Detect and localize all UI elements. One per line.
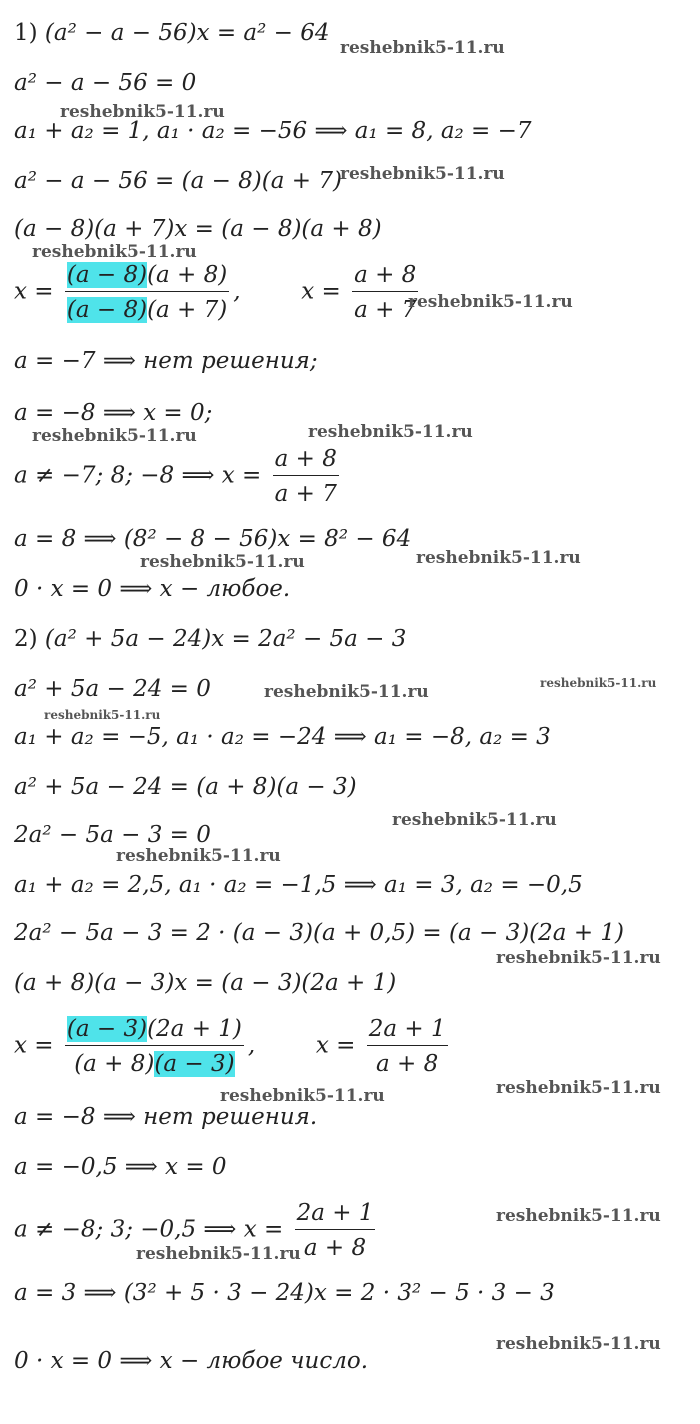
part1-case-3-fraction: $\frac{a + 8}{a + 7}$ [274, 446, 337, 507]
part2-equation: 2) (a² + 5a − 24)x = 2a² − 5a − 3 [14, 626, 407, 652]
part2-factorization: a² + 5a − 24 = (a + 8)(a − 3) [14, 774, 357, 800]
part2-fraction-2: $\frac{2a + 1}{a + 8}$ [368, 1016, 446, 1077]
part2-vieta: a₁ + a₂ = −5, a₁ · a₂ = −24 ⟹ a₁ = −8, a₂ = 3 [14, 724, 551, 750]
watermark: reshebnik5-11.ru [308, 422, 473, 442]
watermark: reshebnik5-11.ru [540, 676, 657, 690]
part1-vieta: a₁ + a₂ = 1, a₁ · a₂ = −56 ⟹ a₁ = 8, a₂ = −7 [14, 118, 532, 144]
part1-case-2: a = −8 ⟹ x = 0; [14, 400, 213, 426]
part2-case-4-result: 0 · x = 0 ⟹ x − любое число. [14, 1348, 369, 1374]
part1-quadratic: a² − a − 56 = 0 [14, 70, 197, 96]
watermark: reshebnik5-11.ru [32, 242, 197, 262]
part1-case-1: a = −7 ⟹ нет решения; [14, 348, 318, 374]
watermark: reshebnik5-11.ru [496, 1206, 661, 1226]
part1-case-4: a = 8 ⟹ (8² − 8 − 56)x = 8² − 64 [14, 526, 412, 552]
part1-equation: 1) (a² − a − 56)x = a² − 64 [14, 20, 330, 46]
cancel-highlight: (a − 8) [66, 297, 148, 323]
part2-factorization-2: 2a² − 5a − 3 = 2 · (a − 3)(a + 0,5) = (a − 3)(2a + 1) [14, 920, 625, 946]
part2-fraction-1: $\frac{(a - 3)(2a + 1)}{(a + 8)(a - 3)}$ [66, 1016, 242, 1077]
part1-case-4-result: 0 · x = 0 ⟹ x − любое. [14, 576, 291, 602]
part2-case-3-fraction: $\frac{2a + 1}{a + 8}$ [296, 1200, 374, 1261]
watermark: reshebnik5-11.ru [340, 38, 505, 58]
watermark: reshebnik5-11.ru [140, 552, 305, 572]
watermark: reshebnik5-11.ru [136, 1244, 301, 1264]
part1-fraction-2: $\frac{a + 8}{a + 7}$ [354, 262, 417, 323]
watermark: reshebnik5-11.ru [408, 292, 573, 312]
part2-vieta-2: a₁ + a₂ = 2,5, a₁ · a₂ = −1,5 ⟹ a₁ = 3, a₂ = −0,5 [14, 872, 583, 898]
part1-factorization: a² − a − 56 = (a − 8)(a + 7) [14, 168, 342, 194]
watermark: reshebnik5-11.ru [44, 708, 161, 722]
watermark: reshebnik5-11.ru [496, 1078, 661, 1098]
cancel-highlight: (a − 3) [66, 1016, 148, 1042]
watermark: reshebnik5-11.ru [32, 426, 197, 446]
part2-quadratic: a² + 5a − 24 = 0 [14, 676, 211, 702]
watermark: reshebnik5-11.ru [496, 948, 661, 968]
part2-case-2: a = −0,5 ⟹ x = 0 [14, 1154, 227, 1180]
part2-case-4: a = 3 ⟹ (3² + 5 · 3 − 24)x = 2 · 3² − 5 · 3 − 3 [14, 1280, 555, 1306]
part2-fraction-row: x = $\frac{(a - 3)(2a + 1)}{(a + 8)(a - 3)}$ , x = $\frac{2a + 1}{a + 8}$ [14, 1016, 446, 1077]
part2-case-3: a ≠ −8; 3; −0,5 ⟹ x = $\frac{2a + 1}{a + 8}$ [14, 1200, 374, 1261]
part1-fraction-row: x = $\frac{(a - 8)(a + 8)}{(a - 8)(a + 7)}$ , x = $\frac{a + 8}{a + 7}$ [14, 262, 417, 323]
watermark: reshebnik5-11.ru [264, 682, 429, 702]
part1-rewritten: (a − 8)(a + 7)x = (a − 8)(a + 8) [14, 216, 382, 242]
watermark: reshebnik5-11.ru [416, 548, 581, 568]
part1-fraction-1: $\frac{(a - 8)(a + 8)}{(a - 8)(a + 7)}$ [66, 262, 228, 323]
cancel-highlight: (a − 8) [66, 262, 148, 288]
part2-rewritten: (a + 8)(a − 3)x = (a − 3)(2a + 1) [14, 970, 397, 996]
watermark: reshebnik5-11.ru [392, 810, 557, 830]
watermark: reshebnik5-11.ru [340, 164, 505, 184]
part2-case-1: a = −8 ⟹ нет решения. [14, 1104, 318, 1130]
part2-quadratic-2: 2a² − 5a − 3 = 0 [14, 822, 211, 848]
cancel-highlight: (a − 3) [154, 1051, 235, 1077]
watermark: reshebnik5-11.ru [60, 102, 225, 122]
watermark: reshebnik5-11.ru [116, 846, 281, 866]
part1-case-3: a ≠ −7; 8; −8 ⟹ x = $\frac{a + 8}{a + 7}$ [14, 446, 337, 507]
watermark: reshebnik5-11.ru [220, 1086, 385, 1106]
watermark: reshebnik5-11.ru [496, 1334, 661, 1354]
